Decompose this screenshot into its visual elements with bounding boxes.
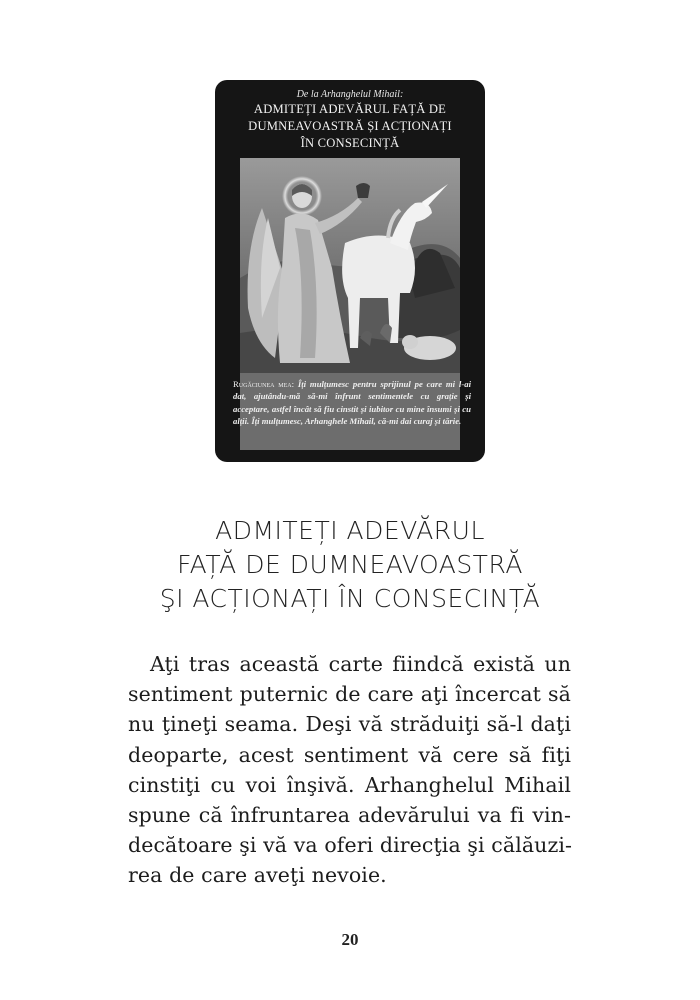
title-line: ŞI ACȚIONAȚI ÎN CONSECINȚĂ: [159, 584, 541, 613]
card-title-line: ÎN CONSECINȚĂ: [300, 136, 400, 150]
title-line: ADMITEȚI ADEVĂRUL: [215, 516, 485, 545]
body-paragraph: [128, 649, 571, 891]
archangel-unicorn-picture: [240, 158, 460, 373]
page-title: [60, 514, 640, 616]
card-from-label: De la Arhanghelul Mihail:: [296, 89, 404, 100]
prayer-label: Rugăciunea mea:: [233, 379, 295, 389]
title-line: FAȚĂ DE DUMNEAVOASTRĂ: [177, 550, 523, 579]
body-line: spune că înfruntarea adevărului va fi vin-: [128, 802, 571, 827]
body-line: rea de care aveţi nevoie.: [128, 863, 387, 888]
body-line: deoparte, acest sentiment vă cere să fiţi: [128, 742, 571, 767]
oracle-card: [215, 80, 485, 462]
body-line: nu ţineţi seama. Deşi vă străduiţi să-l daţi: [128, 712, 571, 737]
body-line: sentiment puternic de care aţi încercat să: [128, 682, 571, 707]
card-title-line: ADMITEȚI ADEVĂRUL FAȚĂ DE: [253, 102, 447, 116]
page-number: 20: [341, 930, 359, 949]
body-line: decătoare şi vă va oferi direcţia şi călăuzi-: [128, 833, 573, 858]
card-title-line: DUMNEAVOASTRĂ ȘI ACȚIONAȚI: [248, 119, 452, 133]
body-line: Aţi tras această carte fiindcă există un: [150, 652, 571, 676]
card-prayer: [233, 378, 471, 428]
body-line: cinstiţi cu voi înşivă. Arhanghelul Mihail: [128, 772, 571, 797]
prayer-text: Îți mulțumesc pentru sprijinul pe care mi l-ai dat, ajutându-mă să-mi înfrunt sentimentele cu grație și acceptare, astfel încât să fiu cinstit și iubitor cu mine însumi și cu alții. Îți mulțumesc, Arhanghele Mihail, că-mi dai curaj și tărie.: [233, 379, 471, 427]
card-title: [229, 101, 471, 152]
